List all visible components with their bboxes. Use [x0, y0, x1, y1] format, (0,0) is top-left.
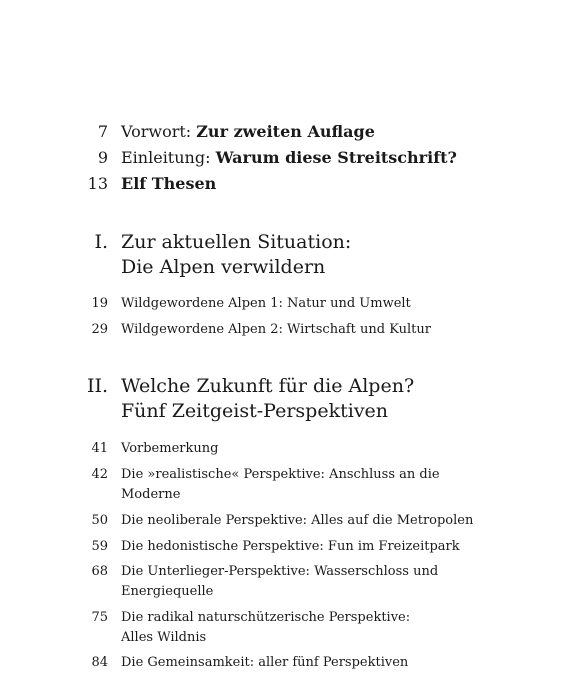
entry-title: [121, 174, 216, 194]
page-number: 19: [91, 296, 108, 311]
entry-title: Die radikal naturschützerische Perspektive:: [121, 610, 411, 625]
section-title-line1: Zur aktuellen Situation:: [121, 231, 352, 253]
page-number: 41: [91, 441, 108, 456]
entry-title-bold: Zur zweiten Auflage: [196, 122, 375, 141]
entry-title: Vorbemerkung: [121, 441, 219, 456]
entry-prefix: Einleitung:: [121, 148, 216, 167]
section-numeral: II.: [86, 375, 108, 397]
entry-title: Die Unterlieger-Perspektive: Wasserschloss und: [121, 564, 439, 579]
entry-title: Die neoliberale Perspektive: Alles auf die Metropolen: [121, 513, 474, 528]
entry-title: Die hedonistische Perspektive: Fun im Freizeitpark: [121, 539, 460, 554]
section-title-line2: Die Alpen verwildern: [121, 256, 326, 278]
entry-title-line2: Moderne: [121, 487, 181, 502]
page-number: 42: [91, 467, 108, 482]
page-number: 68: [91, 564, 108, 579]
entry-title: Wildgewordene Alpen 2: Wirtschaft und Kultur: [121, 322, 431, 337]
section-numeral: I.: [94, 231, 108, 253]
page-number: 13: [87, 174, 108, 193]
entry-title-bold: Elf Thesen: [121, 174, 217, 193]
entry-title-bold: Warum diese Streitschrift?: [215, 148, 457, 167]
section-title-line2: Fünf Zeitgeist-Perspektiven: [121, 400, 389, 422]
entry-title-line2: Energiequelle: [121, 584, 214, 599]
entry-title: Die »realistische« Perspektive: Anschluss an die: [121, 467, 440, 482]
page-number: 9: [97, 148, 108, 167]
page-number: 75: [91, 610, 108, 625]
entry-title-line2: Alles Wildnis: [121, 630, 207, 645]
entry-title: Wildgewordene Alpen 1: Natur und Umwelt: [121, 296, 411, 311]
entry-title: Die Gemeinsamkeit: aller fünf Perspektiven: [121, 655, 409, 670]
entry-title: [121, 148, 457, 168]
page-number: 84: [91, 655, 108, 670]
entry-prefix: Vorwort:: [121, 122, 197, 141]
page-number: 29: [91, 322, 108, 337]
page-number: 50: [91, 513, 108, 528]
section-title-line1: Welche Zukunft für die Alpen?: [121, 375, 415, 397]
page-number: 7: [97, 122, 108, 141]
entry-title: [121, 122, 375, 142]
page-number: 59: [91, 539, 108, 554]
